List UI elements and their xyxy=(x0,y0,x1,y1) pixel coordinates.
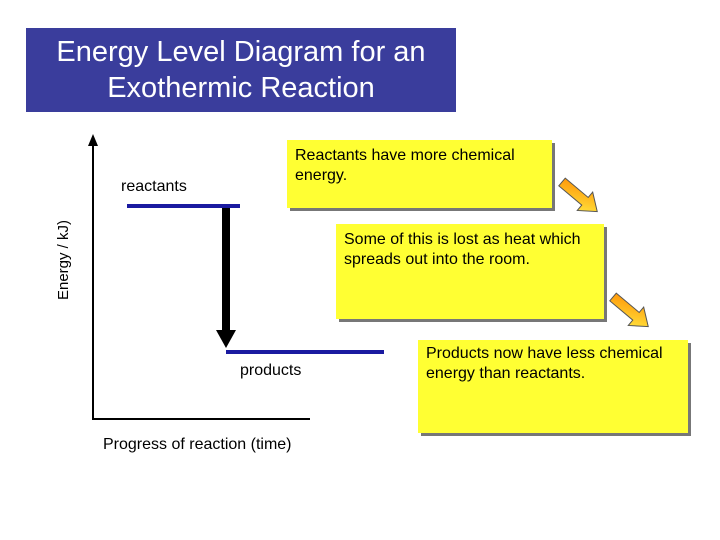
title-line-2: Exothermic Reaction xyxy=(107,72,375,104)
energy-drop-arrow-head xyxy=(216,330,236,348)
pointer-arrow-2 xyxy=(605,288,656,336)
callout-heat-lost xyxy=(336,224,604,319)
callout-products-energy xyxy=(418,340,688,433)
y-axis-label: Energy / kJ) xyxy=(55,219,72,301)
reactants-label: reactants xyxy=(121,178,187,195)
products-label: products xyxy=(240,362,302,379)
y-axis-arrowhead xyxy=(88,134,98,146)
callout-reactants-energy xyxy=(287,140,552,208)
title-line-1: Energy Level Diagram for an xyxy=(56,36,426,68)
pointer-arrow-1 xyxy=(554,173,605,221)
callout-heat-lost-text: Some of this is lost as heat which spreads out into the room. xyxy=(344,231,581,268)
callout-reactants-energy-text: Reactants have more chemical energy. xyxy=(295,147,515,184)
callout-products-energy-text: Products now have less chemical energy than reactants. xyxy=(426,345,663,382)
energy-drop-arrow-shaft xyxy=(222,208,230,334)
x-axis-label: Progress of reaction (time) xyxy=(103,436,292,453)
